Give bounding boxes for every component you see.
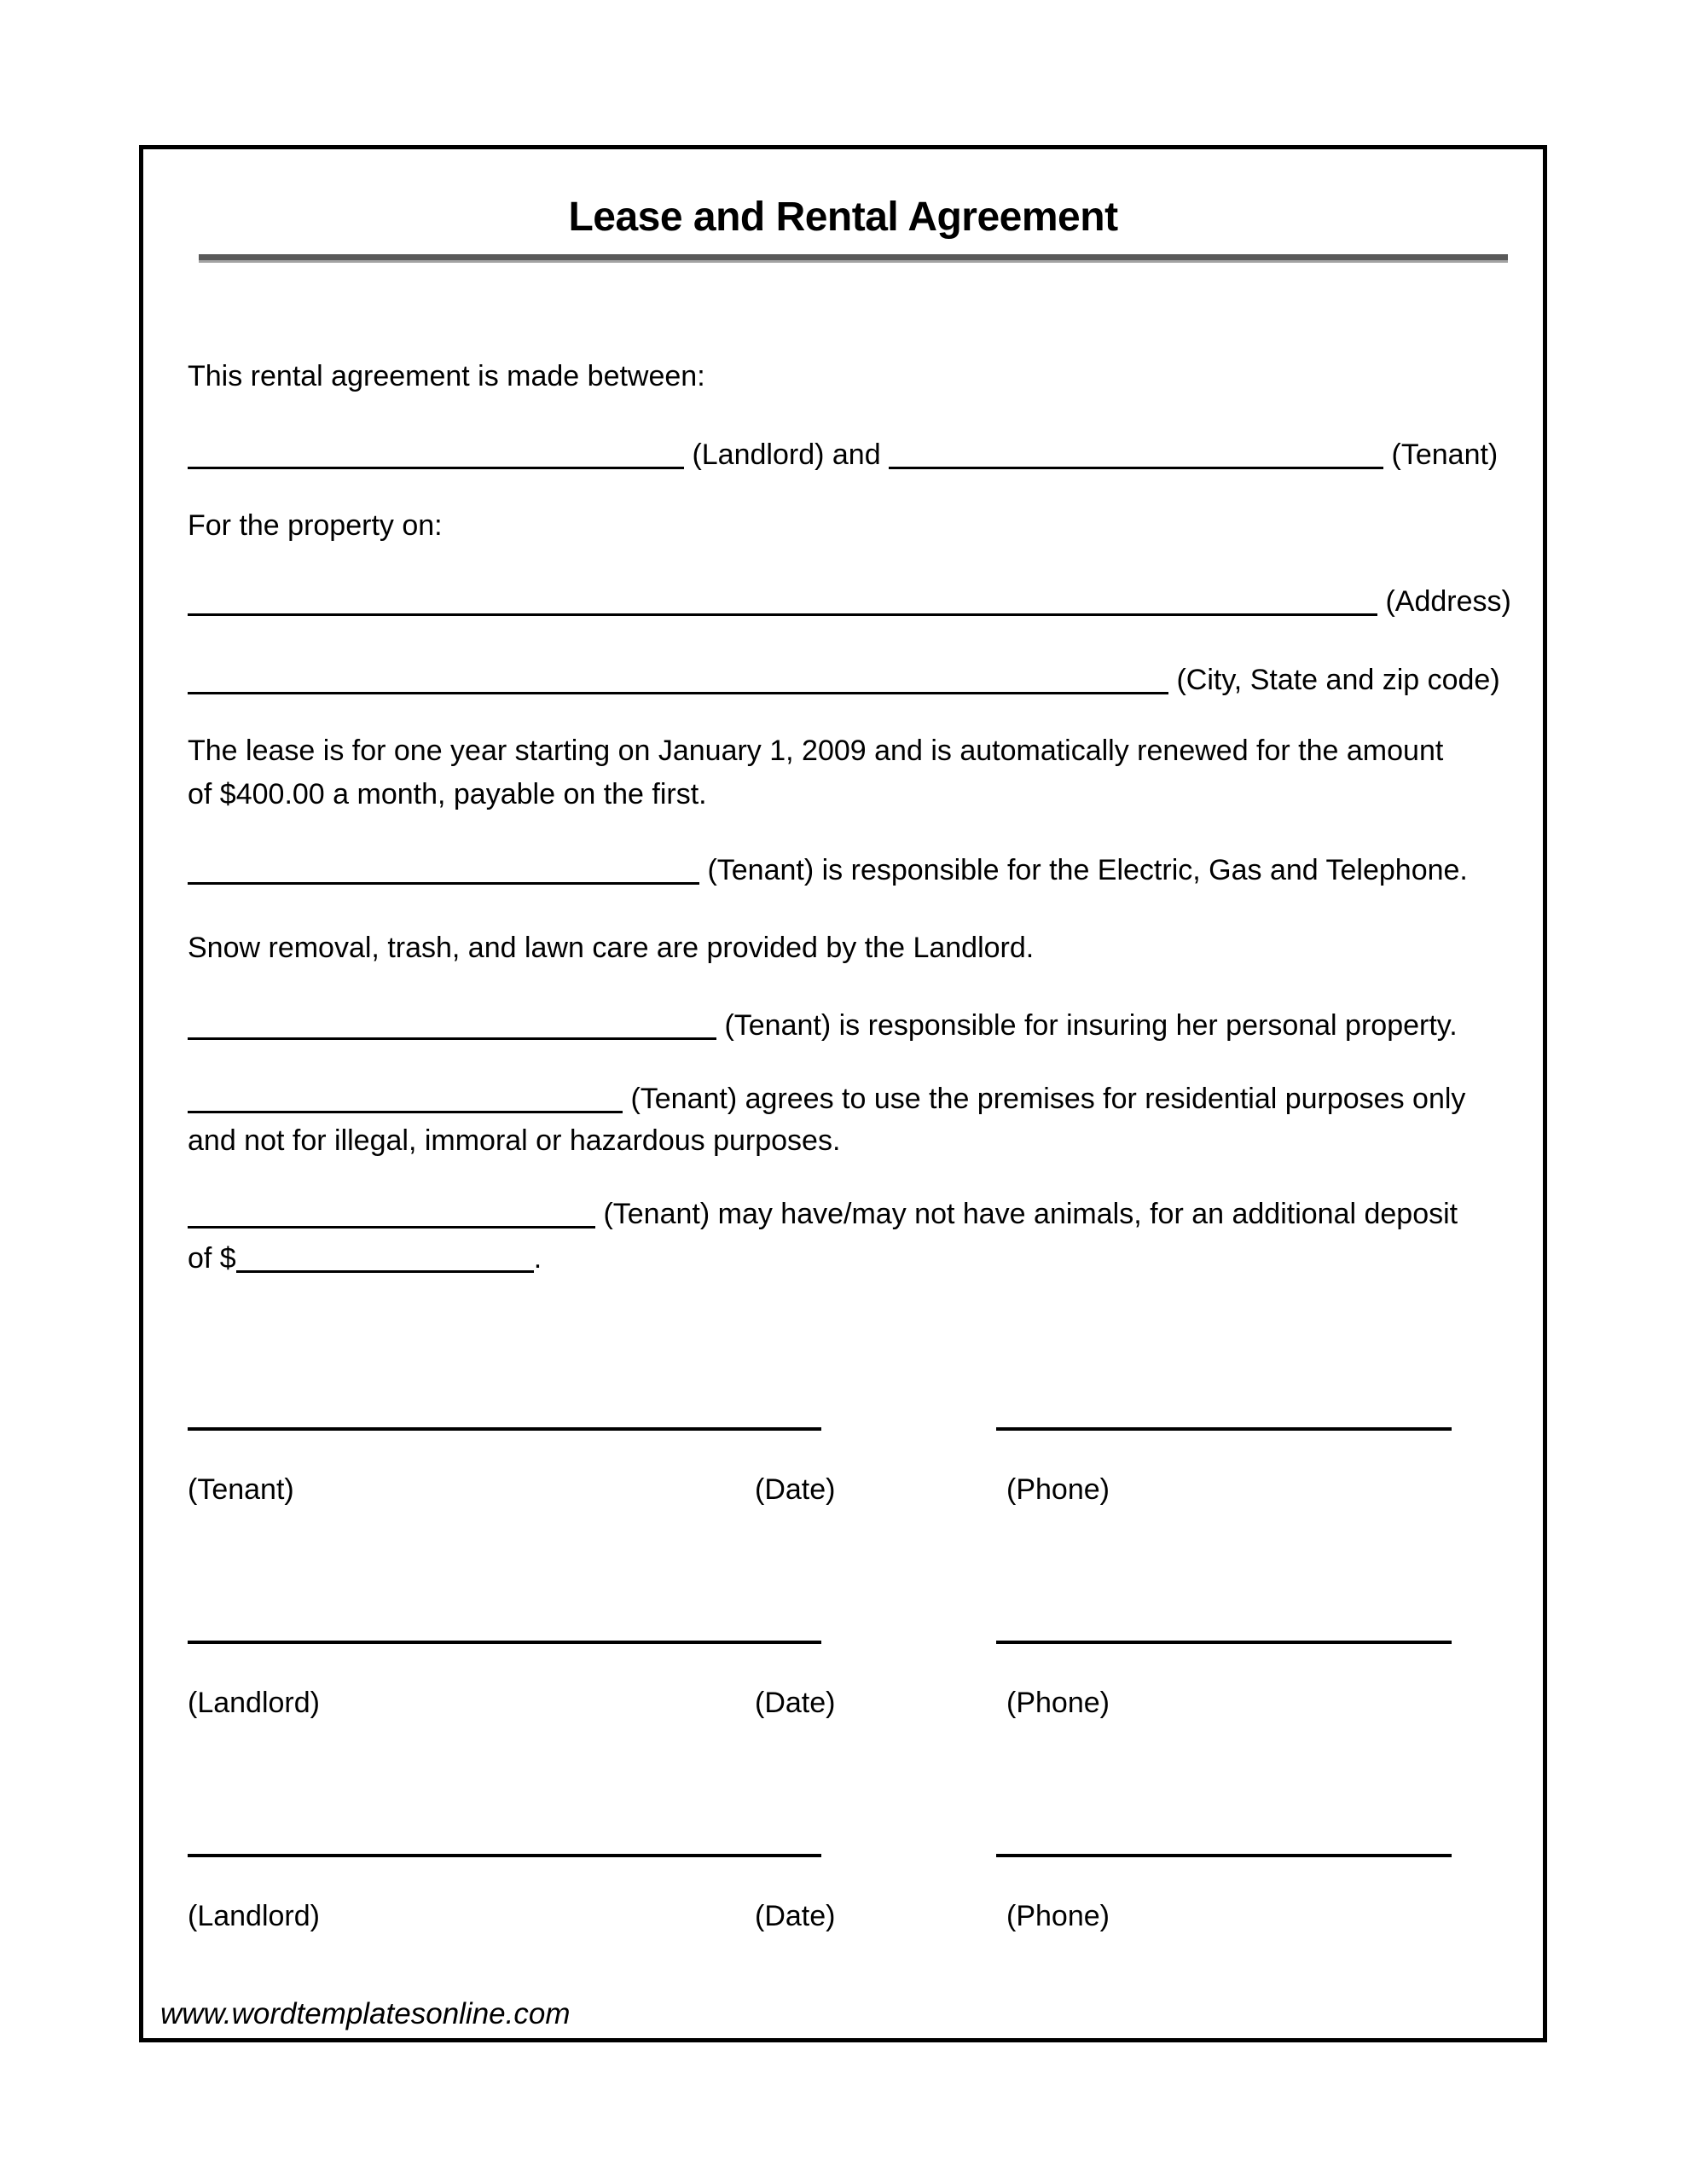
- address-label: (Address): [1385, 585, 1511, 618]
- landlord2-signature-labels: [188, 1899, 1518, 1937]
- animals-line-1: [188, 1195, 1458, 1231]
- landlord1-signature-labels: [188, 1686, 1518, 1723]
- address-line: [188, 583, 1511, 619]
- insurance-label: (Tenant) is responsible for insuring her personal property.: [724, 1009, 1458, 1042]
- signature-date-label: (Date): [755, 1687, 836, 1719]
- utilities-label: (Tenant) is responsible for the Electric, Gas and Telephone.: [707, 854, 1468, 886]
- insurance-line: [188, 1007, 1458, 1043]
- lease-term-line-2: of $400.00 a month, payable on the first.: [188, 778, 707, 810]
- signature-party-label: (Landlord): [188, 1687, 320, 1719]
- utilities-line: [188, 851, 1468, 887]
- title-rule: [199, 254, 1508, 263]
- landlord1-phone-line[interactable]: [996, 1641, 1452, 1644]
- signature-date-label: (Date): [755, 1900, 836, 1932]
- signature-party-label: (Tenant): [188, 1473, 294, 1506]
- city-state-zip-label: (City, State and zip code): [1176, 664, 1500, 696]
- deposit-line: [188, 1240, 542, 1275]
- signature-phone-label: (Phone): [1006, 1473, 1110, 1506]
- deposit-amount-blank[interactable]: [236, 1245, 534, 1273]
- residential-line-2: and not for illegal, immoral or hazardous purposes.: [188, 1124, 841, 1157]
- signature-party-label: (Landlord): [188, 1900, 320, 1932]
- landlord1-signature-date-line[interactable]: [188, 1641, 821, 1644]
- intro-line: This rental agreement is made between:: [188, 360, 705, 392]
- city-state-zip-blank[interactable]: [188, 666, 1168, 694]
- tenant-signature-date-line[interactable]: [188, 1427, 821, 1431]
- residential-label: (Tenant) agrees to use the premises for residential purposes only: [630, 1083, 1466, 1115]
- deposit-suffix: .: [533, 1242, 542, 1275]
- animals-label: (Tenant) may have/may not have animals, for an additional deposit: [603, 1198, 1458, 1230]
- property-intro-line: For the property on:: [188, 509, 443, 542]
- lease-term-line-1: The lease is for one year starting on January 1, 2009 and is automatically renewed for the amount: [188, 735, 1444, 767]
- tenant-insurance-blank[interactable]: [188, 1012, 716, 1040]
- tenant-signature-labels: [188, 1472, 1518, 1510]
- residential-line-1: [188, 1080, 1465, 1116]
- landlord2-phone-line[interactable]: [996, 1854, 1452, 1857]
- deposit-prefix: of $: [188, 1242, 236, 1275]
- signature-phone-label: (Phone): [1006, 1900, 1110, 1932]
- parties-line: [188, 436, 1498, 472]
- landlord2-signature-date-line[interactable]: [188, 1854, 821, 1857]
- tenant-animals-blank[interactable]: [188, 1200, 595, 1228]
- document-title: Lease and Rental Agreement: [568, 195, 1118, 240]
- city-state-zip-line: [188, 661, 1500, 697]
- tenant-utilities-blank[interactable]: [188, 857, 699, 885]
- tenant-residential-blank[interactable]: [188, 1085, 623, 1113]
- footer-website-text: www.wordtemplatesonline.com: [160, 1997, 571, 2030]
- landlord-name-blank[interactable]: [188, 441, 684, 469]
- landlord-label: (Landlord) and: [692, 439, 881, 471]
- signature-date-label: (Date): [755, 1473, 836, 1506]
- tenant-name-blank[interactable]: [889, 441, 1383, 469]
- tenant-label: (Tenant): [1391, 439, 1499, 471]
- address-blank[interactable]: [188, 588, 1377, 616]
- signature-phone-label: (Phone): [1006, 1687, 1110, 1719]
- landlord-services-line: Snow removal, trash, and lawn care are provided by the Landlord.: [188, 932, 1035, 964]
- tenant-phone-line[interactable]: [996, 1427, 1452, 1431]
